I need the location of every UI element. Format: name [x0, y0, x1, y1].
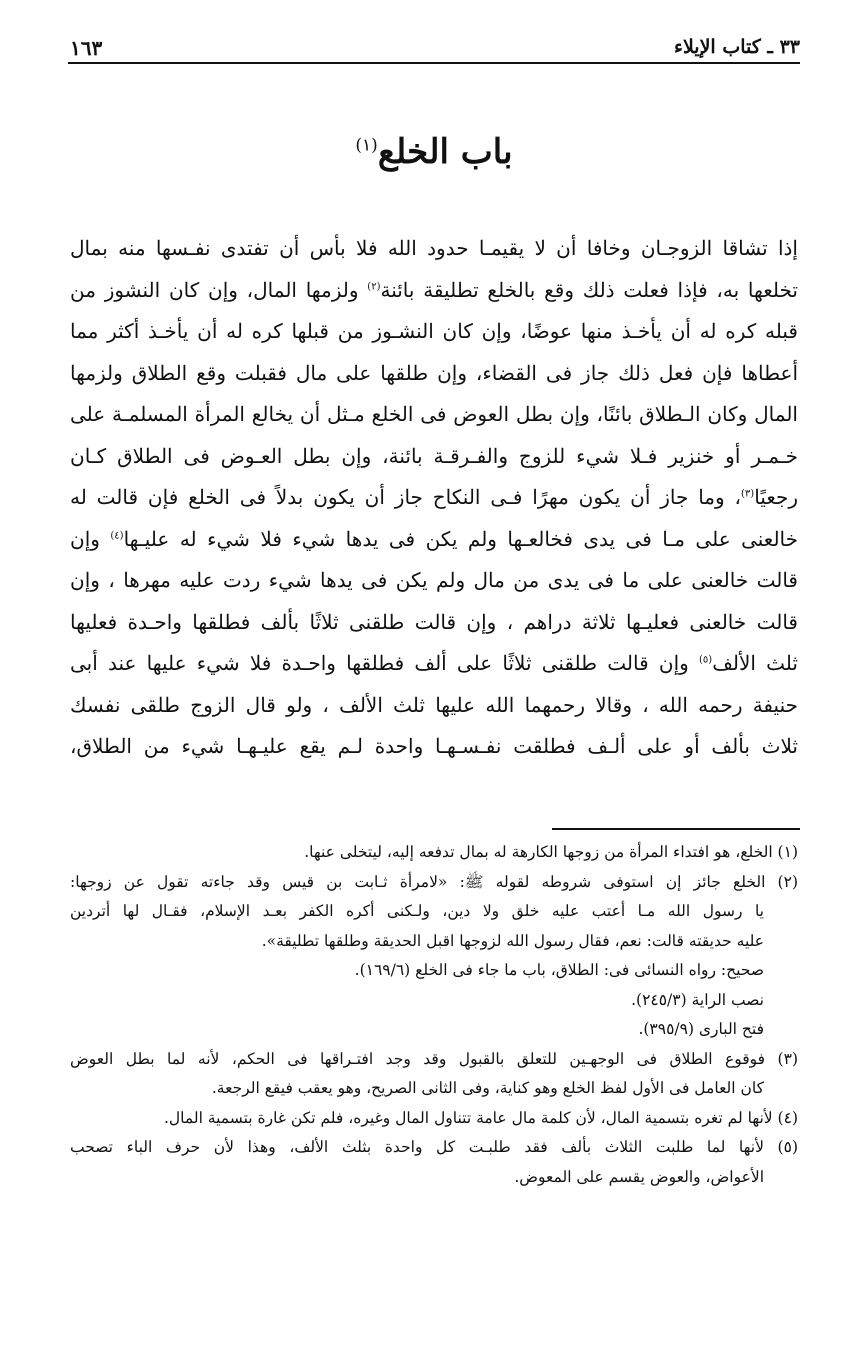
body-line-text: ولزمها المال، وإن كان النشوز من — [70, 277, 368, 302]
body-line-text: قبله كره له أن يأخـذ منها عوضًا، وإن كان النشـوز من قبلها كره له أن يأخـذ أكثر مما — [70, 319, 798, 343]
body-line-text: حنيفة رحمه الله ، وقالا رحمهما الله عليها ثلث الألف ، ولو قال الزوج طلقى نفسك — [70, 692, 798, 717]
footnote-ref: (٣) — [741, 488, 755, 500]
page-number: ١٦٣ — [70, 36, 103, 60]
body-line-text: ثلاث بألف أو على ألـف فطلقت نفـسـهـا واحدة لـم يقع عليـهـا شيء من الطلاق، — [70, 734, 798, 758]
footnote-line: (٢) الخلع جائز إن استوفى شروطه لقوله ﷺ: «لامرأة ثـابت بن قيس وقد جاءته تقول عن زوجها: — [70, 872, 798, 891]
body-line-text: تخلعها به، فإذا فعلت ذلك وقع بالخلع تطليقة بائنة — [380, 277, 798, 302]
running-header — [68, 34, 800, 64]
footnote-line: فتح البارى (٣٩٥/٩). — [638, 1020, 764, 1038]
body-line — [70, 685, 798, 727]
main-text — [70, 228, 798, 768]
body-line — [70, 228, 798, 270]
body-line-text: خالعنى على مـا فى يدى فخالعـها ولم يكن فى يدها شيء فلا شيء له عليـها — [123, 526, 799, 551]
chapter-heading — [68, 128, 800, 176]
footnote-line: صحيح: رواه النسائى فى: الطلاق، باب ما جاء فى الخلع (١٦٩/٦). — [354, 961, 764, 979]
body-line — [70, 311, 798, 353]
footnote-line: كان العامل فى الأول لفظ الخلع وهو كناية، وفى الثانى الصريح، وهو يعقب فيقع الرجعة. — [211, 1079, 764, 1097]
body-line-text: ثلث الألف — [712, 651, 798, 675]
footnote-line: (٤) لأنها لم تغره بتسمية المال، لأن كلمة مال عامة تتناول المال وغيره، فلم تكن غارة بتسمية المال. — [163, 1108, 798, 1127]
body-line-text: قالت خالعنى فعليـها ثلاثة دراهم ، وإن قالت طلقنى ثلاثًا بألف فطلقها واحـدة فعليها — [70, 609, 798, 634]
footnote-line: (١) الخلع، هو افتداء المرأة من زوجها الكارهة له بمال تدفعه إليه، ليتخلى عنها. — [304, 843, 798, 861]
footnote-line: الأعواض، والعوض يقسم على المعوض. — [514, 1167, 764, 1186]
chapter-footnote-ref: (١) — [355, 135, 378, 156]
footnote-ref: (٢) — [367, 280, 381, 292]
body-line-text: خـمـر أو خنزير فـلا شيء للزوج والفـرقـة بائنة، وإن بطل العـوض فى الطلاق كـان — [70, 443, 798, 468]
body-line-text: وإن قالت طلقنى ثلاثًا على ألف فطلقها واحـدة فلا شيء عليها عند أبى — [70, 651, 699, 675]
body-line-text: رجعيًا — [754, 485, 798, 509]
footnote-line: يا رسول الله مـا أعتب عليه خلق ولا دين، ولـكنى أكره الكفر بعـد الإسلام، فقـال لها أتردين — [70, 902, 764, 920]
footnote-ref: (٥) — [699, 654, 713, 666]
footnote-ref: (٤) — [110, 529, 124, 541]
footnote-separator — [552, 828, 800, 830]
body-line-text: المال وكان الـطلاق بائنًا، وإن بطل العوض فى الخلع مـثل أن يخالع المرأة المسلمـة على — [70, 402, 798, 426]
body-line — [70, 643, 798, 685]
body-line — [70, 353, 798, 395]
body-line-text: أعطاها فإن فعل ذلك جاز فى القضاء، وإن طلقها على مال فقبلت وقع الطلاق ولزمها — [70, 360, 799, 385]
footnote-line: (٥) لأنها لما طلبت الثلاث بألف فقد طلبـت كل واحدة بثلث الألف، وهذا لأن حرف الباء تصحب — [70, 1138, 798, 1156]
running-header-book-title: ٣٣ ـ كتاب الإيلاء — [674, 36, 800, 58]
body-line-text: قالت خالعنى على ما فى يدى من مال ولم يكن فى يدها شيء ردت عليه مهرها ، وإن — [70, 568, 798, 592]
footnote-line: (٣) فوقوع الطلاق فى الوجهـين للتعلق بالقبول وقد وجد افتـراقها فى الحكم، لأنه لما بطل العوض — [70, 1049, 798, 1068]
footnote-line: نصب الراية (٢٤٥/٣). — [631, 990, 764, 1009]
body-line-text: ، وما جاز أن يكون مهرًا فـى النكاح جاز أن يكون بدلاً فى الخلع فإن قالت له — [70, 485, 741, 509]
body-line-text: إذا تشاقا الزوجـان وخافا أن لا يقيمـا حدود الله فلا بأس أن تفتدى نفـسها منه بمال — [70, 236, 798, 260]
body-line — [70, 560, 798, 602]
body-line — [70, 436, 798, 478]
body-line — [70, 519, 798, 561]
chapter-title-text: باب الخلع — [377, 132, 513, 172]
footnotes — [70, 838, 798, 1192]
body-line — [70, 394, 798, 436]
footnote-line: عليه حديقته قالت: نعم، فقال رسول الله لزوجها اقبل الحديقة وطلقها تطليقة». — [261, 931, 764, 950]
body-line — [70, 726, 798, 768]
body-line — [70, 477, 798, 519]
body-line — [70, 602, 798, 644]
body-line-text: وإن — [70, 526, 111, 551]
body-line — [70, 270, 798, 312]
